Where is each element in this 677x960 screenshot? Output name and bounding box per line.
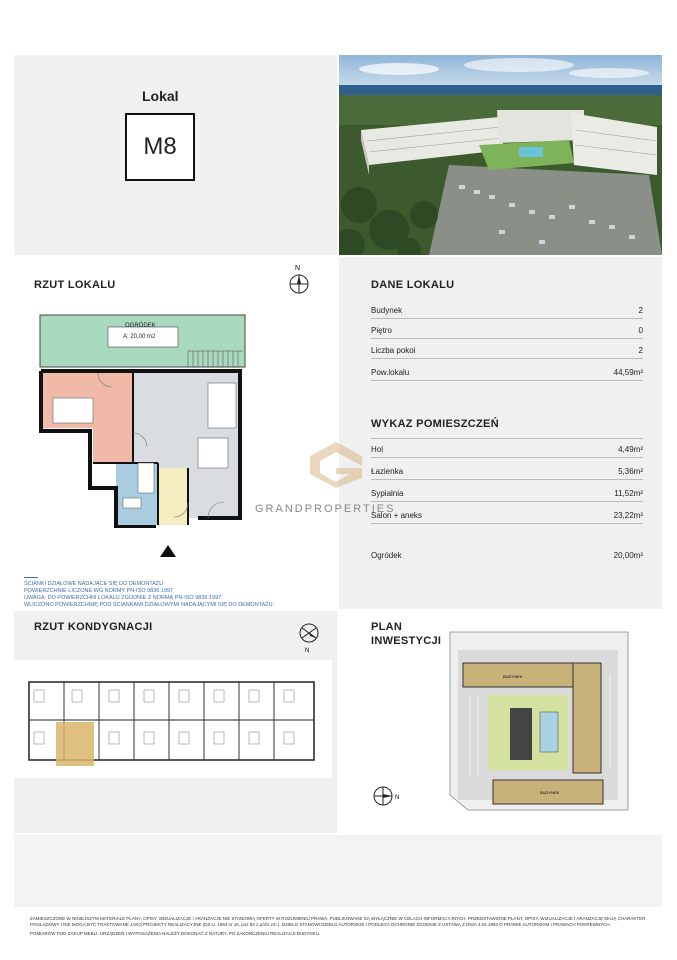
data-row: Liczba pokoi 2 bbox=[371, 339, 643, 359]
footer-measure-note: POMIARÓW POD ZAKUP MEBLI, URZĄDZEŃ I WYPOSAŻENIA NALEŻY DOKONAĆ Z NATURY, PO ZAKOŃCZENIU REALIZACJI BUDYNKU. bbox=[30, 931, 321, 936]
floor-level-plan bbox=[14, 660, 332, 778]
rzut-kondygnacji-title: RZUT KONDYGNACJI bbox=[34, 621, 153, 633]
watermark-text: GRANDPROPERTIES bbox=[255, 503, 396, 515]
note-line: ŚCIANKI DZIAŁOWE NADAJĄCE SIĘ DO DEMONTAŻU bbox=[24, 581, 164, 587]
wykaz-title: WYKAZ POMIESZCZEŃ bbox=[371, 418, 499, 430]
watermark-logo bbox=[306, 440, 366, 495]
garden-row: Ogródek 20,00m² bbox=[371, 551, 643, 560]
room-row: Salon + aneks 23,22m² bbox=[371, 504, 643, 524]
legal-footer bbox=[30, 916, 660, 937]
notes bbox=[24, 577, 334, 609]
svg-text:BUDYNEK: BUDYNEK bbox=[503, 674, 523, 679]
svg-text:N: N bbox=[295, 265, 301, 272]
plan-title-line2: INWESTYCJI bbox=[371, 635, 442, 647]
aerial-render-image bbox=[339, 55, 662, 255]
footer-disclaimer: ZAMIESZCZONE W NINIEJSZYM MATERIALE PLANY, OPISY, WIZUALIZACJE I ARANŻACJE NIE STANOWIĄ OFERTY W ROZUMIENIU PRAWA, PUBLIKOWANE SĄ WYŁĄCZNIE W CELACH INFORMACYJNYCH. PRZEDSTAWIONE PLANY, OPISY, WIZUALIZACJE I ARANŻACJE MAJĄ CHARAKTER POGLĄDOWY I NIE MOGĄ BYĆ TRAKTOWANE JAKO PROJEKTY REALIZACYJNE (DZ.U. 1964 nr 16, poz.93 z późn.zm.). DZIEŁO STANOWI DZIEŁO AUTORSKIE I PODLEGA OCHRONIE ZGODNIE Z USTAWĄ Z DNIA 4.02.1994 O PRAWIE AUTORSKIM I PRAWACH POKREWNYCH. bbox=[30, 916, 646, 927]
room-row: Hol 4,49m² bbox=[371, 438, 643, 458]
dane-lokalu-title: DANE LOKALU bbox=[371, 279, 455, 291]
compass-icon bbox=[372, 785, 408, 812]
svg-text:N: N bbox=[395, 795, 400, 801]
garden-area: A: 20,00 m2 bbox=[123, 334, 156, 340]
compass-icon bbox=[286, 262, 312, 301]
entrance-arrow-icon bbox=[160, 545, 176, 557]
room-row: Sypialnia 11,52m² bbox=[371, 482, 643, 502]
garden-label: OGRÓDEK bbox=[125, 323, 156, 329]
note-line: POWIERZCHNIE LICZONE WG NORMY PN-ISO 9836:1997 bbox=[24, 588, 174, 594]
note-line: UWAGA: DO POWIERZCHNI LOKALU ZGODNIE Z NORMĄ PN-ISO 9836:1997 bbox=[24, 595, 222, 601]
data-row: Budynek 2 bbox=[371, 299, 643, 319]
rzut-lokalu-title: RZUT LOKALU bbox=[34, 279, 116, 291]
lokal-label: Lokal bbox=[142, 88, 179, 104]
site-plan bbox=[448, 630, 633, 820]
room-row: Łazienka 5,36m² bbox=[371, 460, 643, 480]
note-line: WLICZONO POWIERZCHNIĘ POD ŚCIANKAMI DZIAŁOWYMI NADAJĄCYMI SIĘ DO DEMONTAŻU. bbox=[24, 602, 275, 608]
data-row: Piętro 0 bbox=[371, 319, 643, 339]
data-row: Pow.lokalu 44,59m² bbox=[371, 361, 643, 381]
svg-text:BUDYNEK: BUDYNEK bbox=[540, 790, 560, 795]
lokal-code: M8 bbox=[125, 113, 195, 181]
bottom-band bbox=[14, 835, 662, 907]
compass-icon bbox=[296, 620, 322, 661]
plan-title-line1: PLAN bbox=[371, 621, 403, 633]
svg-text:N: N bbox=[305, 648, 310, 654]
apartment-floorplan bbox=[38, 313, 250, 533]
